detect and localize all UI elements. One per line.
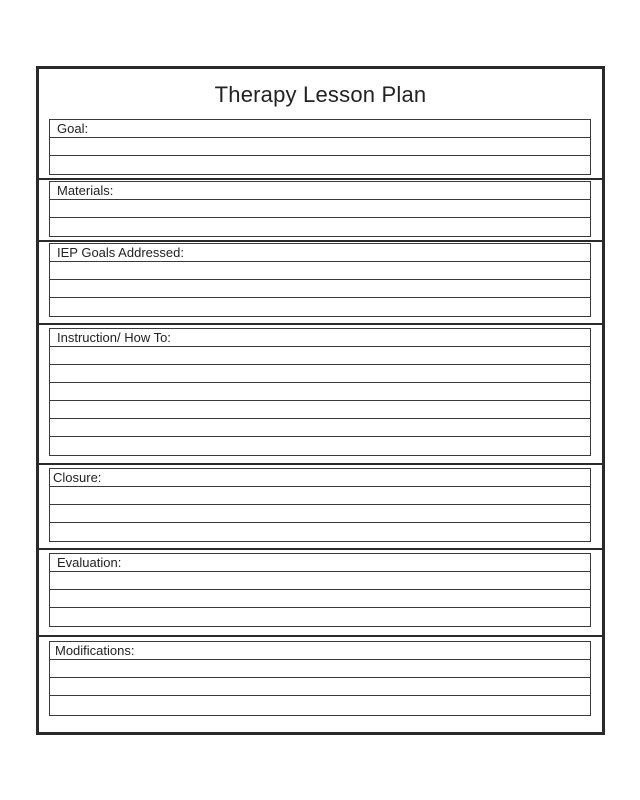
modifications-label-row <box>50 642 590 660</box>
closure-label-row <box>50 469 590 487</box>
goal-label: Goal: <box>57 121 89 136</box>
closure-line-1[interactable] <box>50 487 590 505</box>
iep-goals-label-row <box>50 244 590 262</box>
instruction-line-3[interactable] <box>50 383 590 401</box>
instruction-line-6[interactable] <box>50 437 590 455</box>
goal-line-1[interactable] <box>50 138 590 156</box>
closure-line-2[interactable] <box>50 505 590 523</box>
goal-section <box>49 119 591 175</box>
modifications-line-3[interactable] <box>50 696 590 714</box>
section-divider <box>39 323 602 325</box>
goal-label-row <box>50 120 590 138</box>
instruction-line-1[interactable] <box>50 347 590 365</box>
instruction-line-5[interactable] <box>50 419 590 437</box>
section-divider <box>39 178 602 180</box>
evaluation-line-2[interactable] <box>50 590 590 608</box>
modifications-line-2[interactable] <box>50 678 590 696</box>
iep-goals-section <box>49 243 591 317</box>
iep-goals-line-2[interactable] <box>50 280 590 298</box>
evaluation-label: Evaluation: <box>57 555 122 570</box>
modifications-section <box>49 641 591 716</box>
section-divider <box>39 548 602 550</box>
materials-label-row <box>50 182 590 200</box>
closure-label: Closure: <box>53 470 102 485</box>
evaluation-label-row <box>50 554 590 572</box>
closure-section <box>49 468 591 542</box>
materials-line-2[interactable] <box>50 218 590 236</box>
page-title: Therapy Lesson Plan <box>214 82 427 107</box>
instruction-label: Instruction/ How To: <box>57 330 171 345</box>
instruction-section <box>49 328 591 456</box>
materials-line-1[interactable] <box>50 200 590 218</box>
section-divider <box>39 635 602 637</box>
closure-line-3[interactable] <box>50 523 590 541</box>
lesson-plan-form <box>36 66 605 735</box>
evaluation-line-1[interactable] <box>50 572 590 590</box>
instruction-line-4[interactable] <box>50 401 590 419</box>
iep-goals-label: IEP Goals Addressed: <box>57 245 184 260</box>
modifications-line-1[interactable] <box>50 660 590 678</box>
instruction-label-row <box>50 329 590 347</box>
modifications-label: Modifications: <box>55 643 135 658</box>
materials-section <box>49 181 591 237</box>
section-divider <box>39 240 602 242</box>
evaluation-line-3[interactable] <box>50 608 590 626</box>
section-divider <box>39 463 602 465</box>
iep-goals-line-3[interactable] <box>50 298 590 316</box>
goal-line-2[interactable] <box>50 156 590 174</box>
instruction-line-2[interactable] <box>50 365 590 383</box>
materials-label: Materials: <box>57 183 114 198</box>
evaluation-section <box>49 553 591 627</box>
iep-goals-line-1[interactable] <box>50 262 590 280</box>
